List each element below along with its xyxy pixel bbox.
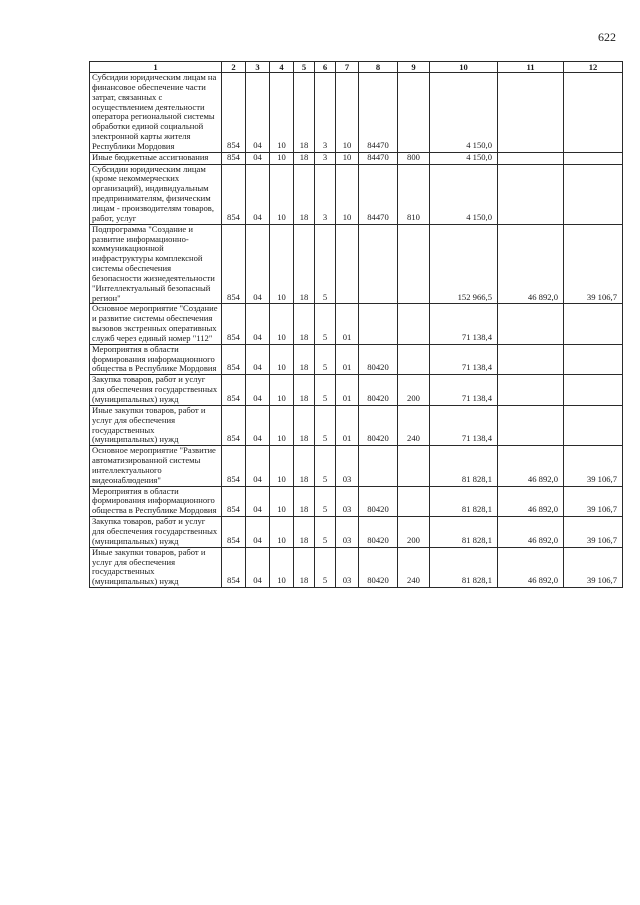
amount-cell: 81 828,1 bbox=[430, 517, 498, 548]
table-row bbox=[90, 344, 623, 375]
code-cell: 18 bbox=[294, 344, 315, 375]
amount-cell: 4 150,0 bbox=[430, 73, 498, 153]
row-name: Мероприятия в области формирования информационного общества в Республике Мордовия bbox=[90, 344, 222, 375]
code-cell: 5 bbox=[315, 405, 336, 445]
column-header: 11 bbox=[498, 62, 564, 73]
column-header: 8 bbox=[359, 62, 398, 73]
row-name: Закупка товаров, работ и услуг для обеспечения государственных (муниципальных) нужд bbox=[90, 517, 222, 548]
amount-cell: 4 150,0 bbox=[430, 152, 498, 164]
code-cell: 04 bbox=[246, 304, 270, 344]
table-row bbox=[90, 73, 623, 153]
row-name: Субсидии юридическим лицам на финансовое обеспечение части затрат, связанных с осуществлением деятельности оператора региональной системы обработки единой социальной электронной карты жителя Республики Мордовия bbox=[90, 73, 222, 153]
amount-cell bbox=[564, 344, 623, 375]
amount-cell: 46 892,0 bbox=[498, 517, 564, 548]
amount-cell: 46 892,0 bbox=[498, 446, 564, 486]
column-header: 9 bbox=[398, 62, 430, 73]
code-cell: 10 bbox=[270, 486, 294, 517]
code-cell: 04 bbox=[246, 344, 270, 375]
column-header: 2 bbox=[222, 62, 246, 73]
code-cell: 800 bbox=[398, 152, 430, 164]
row-name: Иные закупки товаров, работ и услуг для обеспечения государственных (муниципальных) нужд bbox=[90, 547, 222, 587]
code-cell: 18 bbox=[294, 446, 315, 486]
code-cell: 5 bbox=[315, 547, 336, 587]
code-cell: 04 bbox=[246, 375, 270, 406]
row-name: Закупка товаров, работ и услуг для обеспечения государственных (муниципальных) нужд bbox=[90, 375, 222, 406]
amount-cell bbox=[498, 405, 564, 445]
code-cell: 04 bbox=[246, 224, 270, 304]
column-header: 1 bbox=[90, 62, 222, 73]
code-cell: 10 bbox=[270, 152, 294, 164]
code-cell: 10 bbox=[270, 164, 294, 224]
amount-cell bbox=[564, 164, 623, 224]
amount-cell: 81 828,1 bbox=[430, 446, 498, 486]
budget-table bbox=[89, 61, 623, 588]
code-cell: 04 bbox=[246, 547, 270, 587]
amount-cell: 39 106,7 bbox=[564, 486, 623, 517]
code-cell: 04 bbox=[246, 517, 270, 548]
amount-cell: 71 138,4 bbox=[430, 344, 498, 375]
code-cell: 18 bbox=[294, 547, 315, 587]
code-cell: 80420 bbox=[359, 486, 398, 517]
row-name: Иные бюджетные ассигнования bbox=[90, 152, 222, 164]
code-cell: 04 bbox=[246, 164, 270, 224]
code-cell bbox=[359, 304, 398, 344]
code-cell: 10 bbox=[270, 344, 294, 375]
column-header: 12 bbox=[564, 62, 623, 73]
code-cell: 10 bbox=[270, 73, 294, 153]
code-cell: 854 bbox=[222, 73, 246, 153]
amount-cell: 71 138,4 bbox=[430, 405, 498, 445]
code-cell: 854 bbox=[222, 304, 246, 344]
code-cell: 10 bbox=[336, 73, 359, 153]
code-cell: 854 bbox=[222, 446, 246, 486]
row-name: Подпрограмма "Создание и развитие информационно-коммуникационной инфраструктуры комплексной системы обеспечения безопасности жизнедеятельности "Интеллектуальный безопасный регион" bbox=[90, 224, 222, 304]
row-name: Основное мероприятие "Развитие автоматизированной системы интеллектуального видеонаблюдения" bbox=[90, 446, 222, 486]
code-cell: 854 bbox=[222, 547, 246, 587]
amount-cell bbox=[564, 73, 623, 153]
amount-cell: 46 892,0 bbox=[498, 486, 564, 517]
code-cell: 10 bbox=[270, 224, 294, 304]
code-cell: 854 bbox=[222, 375, 246, 406]
row-name: Субсидии юридическим лицам (кроме некоммерческих организаций), индивидуальным предпринимателям, физическим лицам - производителям товаров, работ, услуг bbox=[90, 164, 222, 224]
amount-cell: 71 138,4 bbox=[430, 375, 498, 406]
code-cell: 5 bbox=[315, 486, 336, 517]
code-cell: 18 bbox=[294, 304, 315, 344]
code-cell: 3 bbox=[315, 164, 336, 224]
amount-cell bbox=[498, 375, 564, 406]
code-cell: 3 bbox=[315, 152, 336, 164]
code-cell: 03 bbox=[336, 547, 359, 587]
code-cell: 10 bbox=[270, 375, 294, 406]
code-cell: 18 bbox=[294, 152, 315, 164]
code-cell bbox=[398, 304, 430, 344]
column-header: 7 bbox=[336, 62, 359, 73]
code-cell: 01 bbox=[336, 344, 359, 375]
table-row bbox=[90, 446, 623, 486]
code-cell: 10 bbox=[270, 304, 294, 344]
code-cell bbox=[359, 224, 398, 304]
code-cell: 854 bbox=[222, 224, 246, 304]
code-cell: 04 bbox=[246, 446, 270, 486]
code-cell: 01 bbox=[336, 375, 359, 406]
column-header: 5 bbox=[294, 62, 315, 73]
code-cell: 200 bbox=[398, 375, 430, 406]
code-cell: 10 bbox=[336, 152, 359, 164]
code-cell: 03 bbox=[336, 517, 359, 548]
code-cell: 10 bbox=[336, 164, 359, 224]
amount-cell bbox=[498, 344, 564, 375]
amount-cell bbox=[498, 73, 564, 153]
code-cell: 200 bbox=[398, 517, 430, 548]
code-cell: 3 bbox=[315, 73, 336, 153]
code-cell bbox=[336, 224, 359, 304]
code-cell: 854 bbox=[222, 517, 246, 548]
amount-cell bbox=[564, 152, 623, 164]
code-cell: 80420 bbox=[359, 517, 398, 548]
code-cell: 10 bbox=[270, 517, 294, 548]
code-cell: 18 bbox=[294, 405, 315, 445]
column-header: 6 bbox=[315, 62, 336, 73]
amount-cell: 39 106,7 bbox=[564, 446, 623, 486]
code-cell: 03 bbox=[336, 486, 359, 517]
code-cell: 84470 bbox=[359, 73, 398, 153]
code-cell: 854 bbox=[222, 152, 246, 164]
code-cell: 84470 bbox=[359, 152, 398, 164]
table-row bbox=[90, 304, 623, 344]
code-cell: 854 bbox=[222, 486, 246, 517]
column-header: 10 bbox=[430, 62, 498, 73]
code-cell: 10 bbox=[270, 547, 294, 587]
code-cell: 01 bbox=[336, 405, 359, 445]
code-cell: 03 bbox=[336, 446, 359, 486]
code-cell: 04 bbox=[246, 152, 270, 164]
code-cell: 854 bbox=[222, 344, 246, 375]
code-cell: 84470 bbox=[359, 164, 398, 224]
code-cell: 854 bbox=[222, 405, 246, 445]
code-cell: 854 bbox=[222, 164, 246, 224]
code-cell: 5 bbox=[315, 446, 336, 486]
page-number: 622 bbox=[598, 30, 616, 44]
code-cell: 04 bbox=[246, 486, 270, 517]
amount-cell: 71 138,4 bbox=[430, 304, 498, 344]
column-header: 4 bbox=[270, 62, 294, 73]
code-cell: 18 bbox=[294, 486, 315, 517]
amount-cell bbox=[498, 304, 564, 344]
code-cell: 18 bbox=[294, 73, 315, 153]
code-cell: 04 bbox=[246, 405, 270, 445]
code-cell: 10 bbox=[270, 446, 294, 486]
amount-cell bbox=[564, 304, 623, 344]
amount-cell: 152 966,5 bbox=[430, 224, 498, 304]
table-row bbox=[90, 152, 623, 164]
amount-cell bbox=[498, 152, 564, 164]
code-cell bbox=[359, 446, 398, 486]
code-cell: 80420 bbox=[359, 375, 398, 406]
table-row bbox=[90, 164, 623, 224]
table-row bbox=[90, 547, 623, 587]
code-cell: 240 bbox=[398, 547, 430, 587]
code-cell bbox=[398, 73, 430, 153]
code-cell: 5 bbox=[315, 304, 336, 344]
code-cell: 5 bbox=[315, 344, 336, 375]
code-cell: 810 bbox=[398, 164, 430, 224]
code-cell: 240 bbox=[398, 405, 430, 445]
row-name: Иные закупки товаров, работ и услуг для обеспечения государственных (муниципальных) нужд bbox=[90, 405, 222, 445]
code-cell: 80420 bbox=[359, 547, 398, 587]
code-cell: 18 bbox=[294, 517, 315, 548]
amount-cell: 4 150,0 bbox=[430, 164, 498, 224]
code-cell: 5 bbox=[315, 517, 336, 548]
code-cell: 5 bbox=[315, 375, 336, 406]
code-cell: 04 bbox=[246, 73, 270, 153]
code-cell: 80420 bbox=[359, 344, 398, 375]
code-cell: 18 bbox=[294, 224, 315, 304]
row-name: Мероприятия в области формирования информационного общества в Республике Мордовия bbox=[90, 486, 222, 517]
table-row bbox=[90, 224, 623, 304]
code-cell: 18 bbox=[294, 375, 315, 406]
code-cell: 18 bbox=[294, 164, 315, 224]
amount-cell bbox=[564, 405, 623, 445]
table-row bbox=[90, 405, 623, 445]
amount-cell: 39 106,7 bbox=[564, 517, 623, 548]
header-row bbox=[90, 62, 623, 73]
code-cell: 10 bbox=[270, 405, 294, 445]
column-header: 3 bbox=[246, 62, 270, 73]
code-cell: 80420 bbox=[359, 405, 398, 445]
code-cell: 01 bbox=[336, 304, 359, 344]
amount-cell: 39 106,7 bbox=[564, 224, 623, 304]
code-cell bbox=[398, 446, 430, 486]
amount-cell: 46 892,0 bbox=[498, 547, 564, 587]
amount-cell: 81 828,1 bbox=[430, 486, 498, 517]
code-cell bbox=[398, 344, 430, 375]
table-row bbox=[90, 375, 623, 406]
amount-cell bbox=[498, 164, 564, 224]
row-name: Основное мероприятие "Создание и развитие системы обеспечения вызовов экстренных оперативных служб через единый номер "112" bbox=[90, 304, 222, 344]
code-cell: 5 bbox=[315, 224, 336, 304]
code-cell bbox=[398, 486, 430, 517]
table-row bbox=[90, 517, 623, 548]
code-cell bbox=[398, 224, 430, 304]
amount-cell: 81 828,1 bbox=[430, 547, 498, 587]
amount-cell: 46 892,0 bbox=[498, 224, 564, 304]
amount-cell: 39 106,7 bbox=[564, 547, 623, 587]
table-row bbox=[90, 486, 623, 517]
amount-cell bbox=[564, 375, 623, 406]
